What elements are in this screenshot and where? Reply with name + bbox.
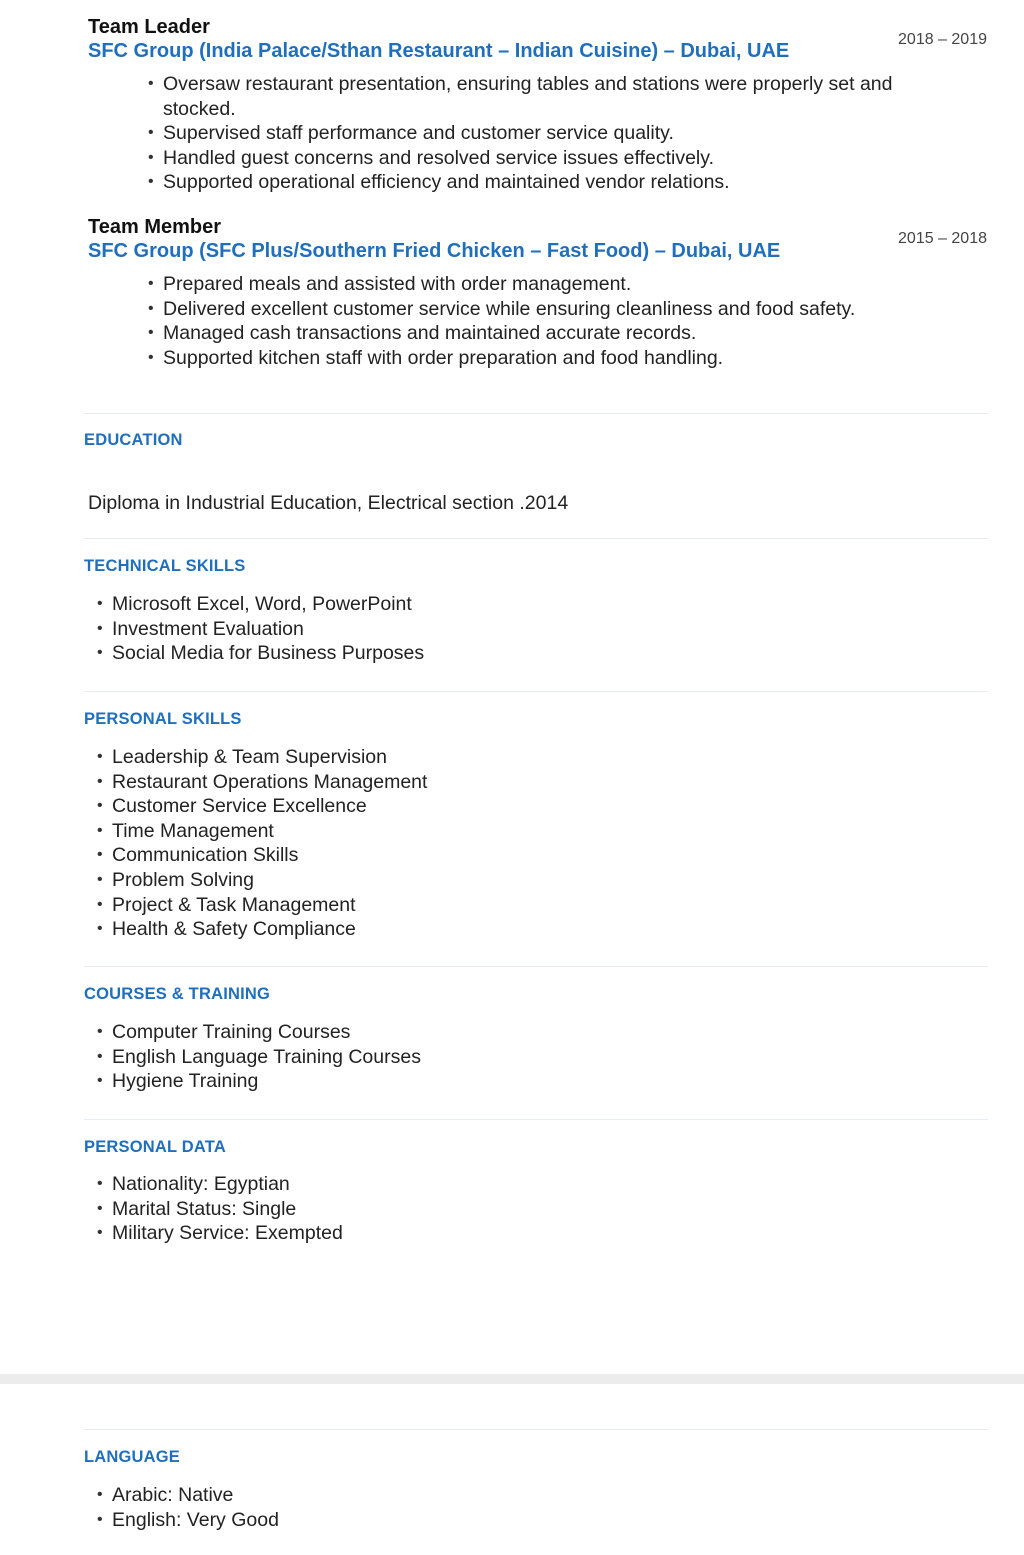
job-company: SFC Group (India Palace/Sthan Restaurant – Indian Cuisine) – Dubai, UAE	[88, 40, 790, 62]
list-item: • Oversaw restaurant presentation, ensuring tables and stations were properly set and stocked.	[148, 72, 948, 121]
list-item: • Problem Solving	[97, 868, 797, 893]
education-entry: Diploma in Industrial Education, Electrical section .2014	[88, 492, 569, 514]
job-title: Team Member	[88, 216, 222, 238]
section-divider	[84, 413, 988, 414]
education-heading: EDUCATION	[84, 431, 183, 449]
list-item: • Investment Evaluation	[97, 617, 797, 642]
technical-skills-list	[97, 592, 797, 666]
technical-skills-heading: TECHNICAL SKILLS	[84, 557, 246, 575]
language-list	[97, 1483, 797, 1532]
personal-skills-heading: PERSONAL SKILLS	[84, 710, 242, 728]
job-bullet-list	[148, 72, 948, 195]
job-bullet-list	[148, 272, 948, 370]
list-item: • Health & Safety Compliance	[97, 917, 797, 942]
list-item: • Arabic: Native	[97, 1483, 797, 1508]
list-item: • Delivered excellent customer service while ensuring cleanliness and food safety.	[148, 297, 948, 322]
list-item: • Communication Skills	[97, 843, 797, 868]
list-item: • Leadership & Team Supervision	[97, 745, 797, 770]
list-item: • Computer Training Courses	[97, 1020, 797, 1045]
list-item: • Restaurant Operations Management	[97, 770, 797, 795]
list-item: • Marital Status: Single	[97, 1197, 797, 1222]
list-item: • English: Very Good	[97, 1508, 797, 1533]
job-dates: 2015 – 2018	[898, 230, 987, 247]
list-item: • Hygiene Training	[97, 1069, 797, 1094]
job-dates: 2018 – 2019	[898, 31, 987, 48]
list-item: • Prepared meals and assisted with order management.	[148, 272, 948, 297]
section-divider	[84, 538, 988, 539]
job-title: Team Leader	[88, 16, 210, 38]
job-company: SFC Group (SFC Plus/Southern Fried Chicken – Fast Food) – Dubai, UAE	[88, 240, 781, 262]
personal-data-heading: PERSONAL DATA	[84, 1138, 226, 1156]
section-divider	[84, 1119, 988, 1120]
page-break	[0, 1374, 1024, 1384]
list-item: • English Language Training Courses	[97, 1045, 797, 1070]
list-item: • Time Management	[97, 819, 797, 844]
section-divider	[84, 966, 988, 967]
list-item: • Military Service: Exempted	[97, 1221, 797, 1246]
list-item: • Supervised staff performance and customer service quality.	[148, 121, 948, 146]
list-item: • Nationality: Egyptian	[97, 1172, 797, 1197]
list-item: • Managed cash transactions and maintained accurate records.	[148, 321, 948, 346]
courses-list	[97, 1020, 797, 1094]
list-item: • Supported operational efficiency and maintained vendor relations.	[148, 170, 948, 195]
language-heading: LANGUAGE	[84, 1448, 181, 1466]
list-item: • Supported kitchen staff with order preparation and food handling.	[148, 346, 948, 371]
section-divider	[84, 691, 988, 692]
list-item: • Customer Service Excellence	[97, 794, 797, 819]
personal-data-list	[97, 1172, 797, 1246]
list-item: • Project & Task Management	[97, 893, 797, 918]
list-item: • Handled guest concerns and resolved service issues effectively.	[148, 146, 948, 171]
list-item: • Microsoft Excel, Word, PowerPoint	[97, 592, 797, 617]
list-item: • Social Media for Business Purposes	[97, 641, 797, 666]
personal-skills-list	[97, 745, 797, 942]
courses-heading: COURSES & TRAINING	[84, 985, 271, 1003]
section-divider	[84, 1429, 988, 1430]
